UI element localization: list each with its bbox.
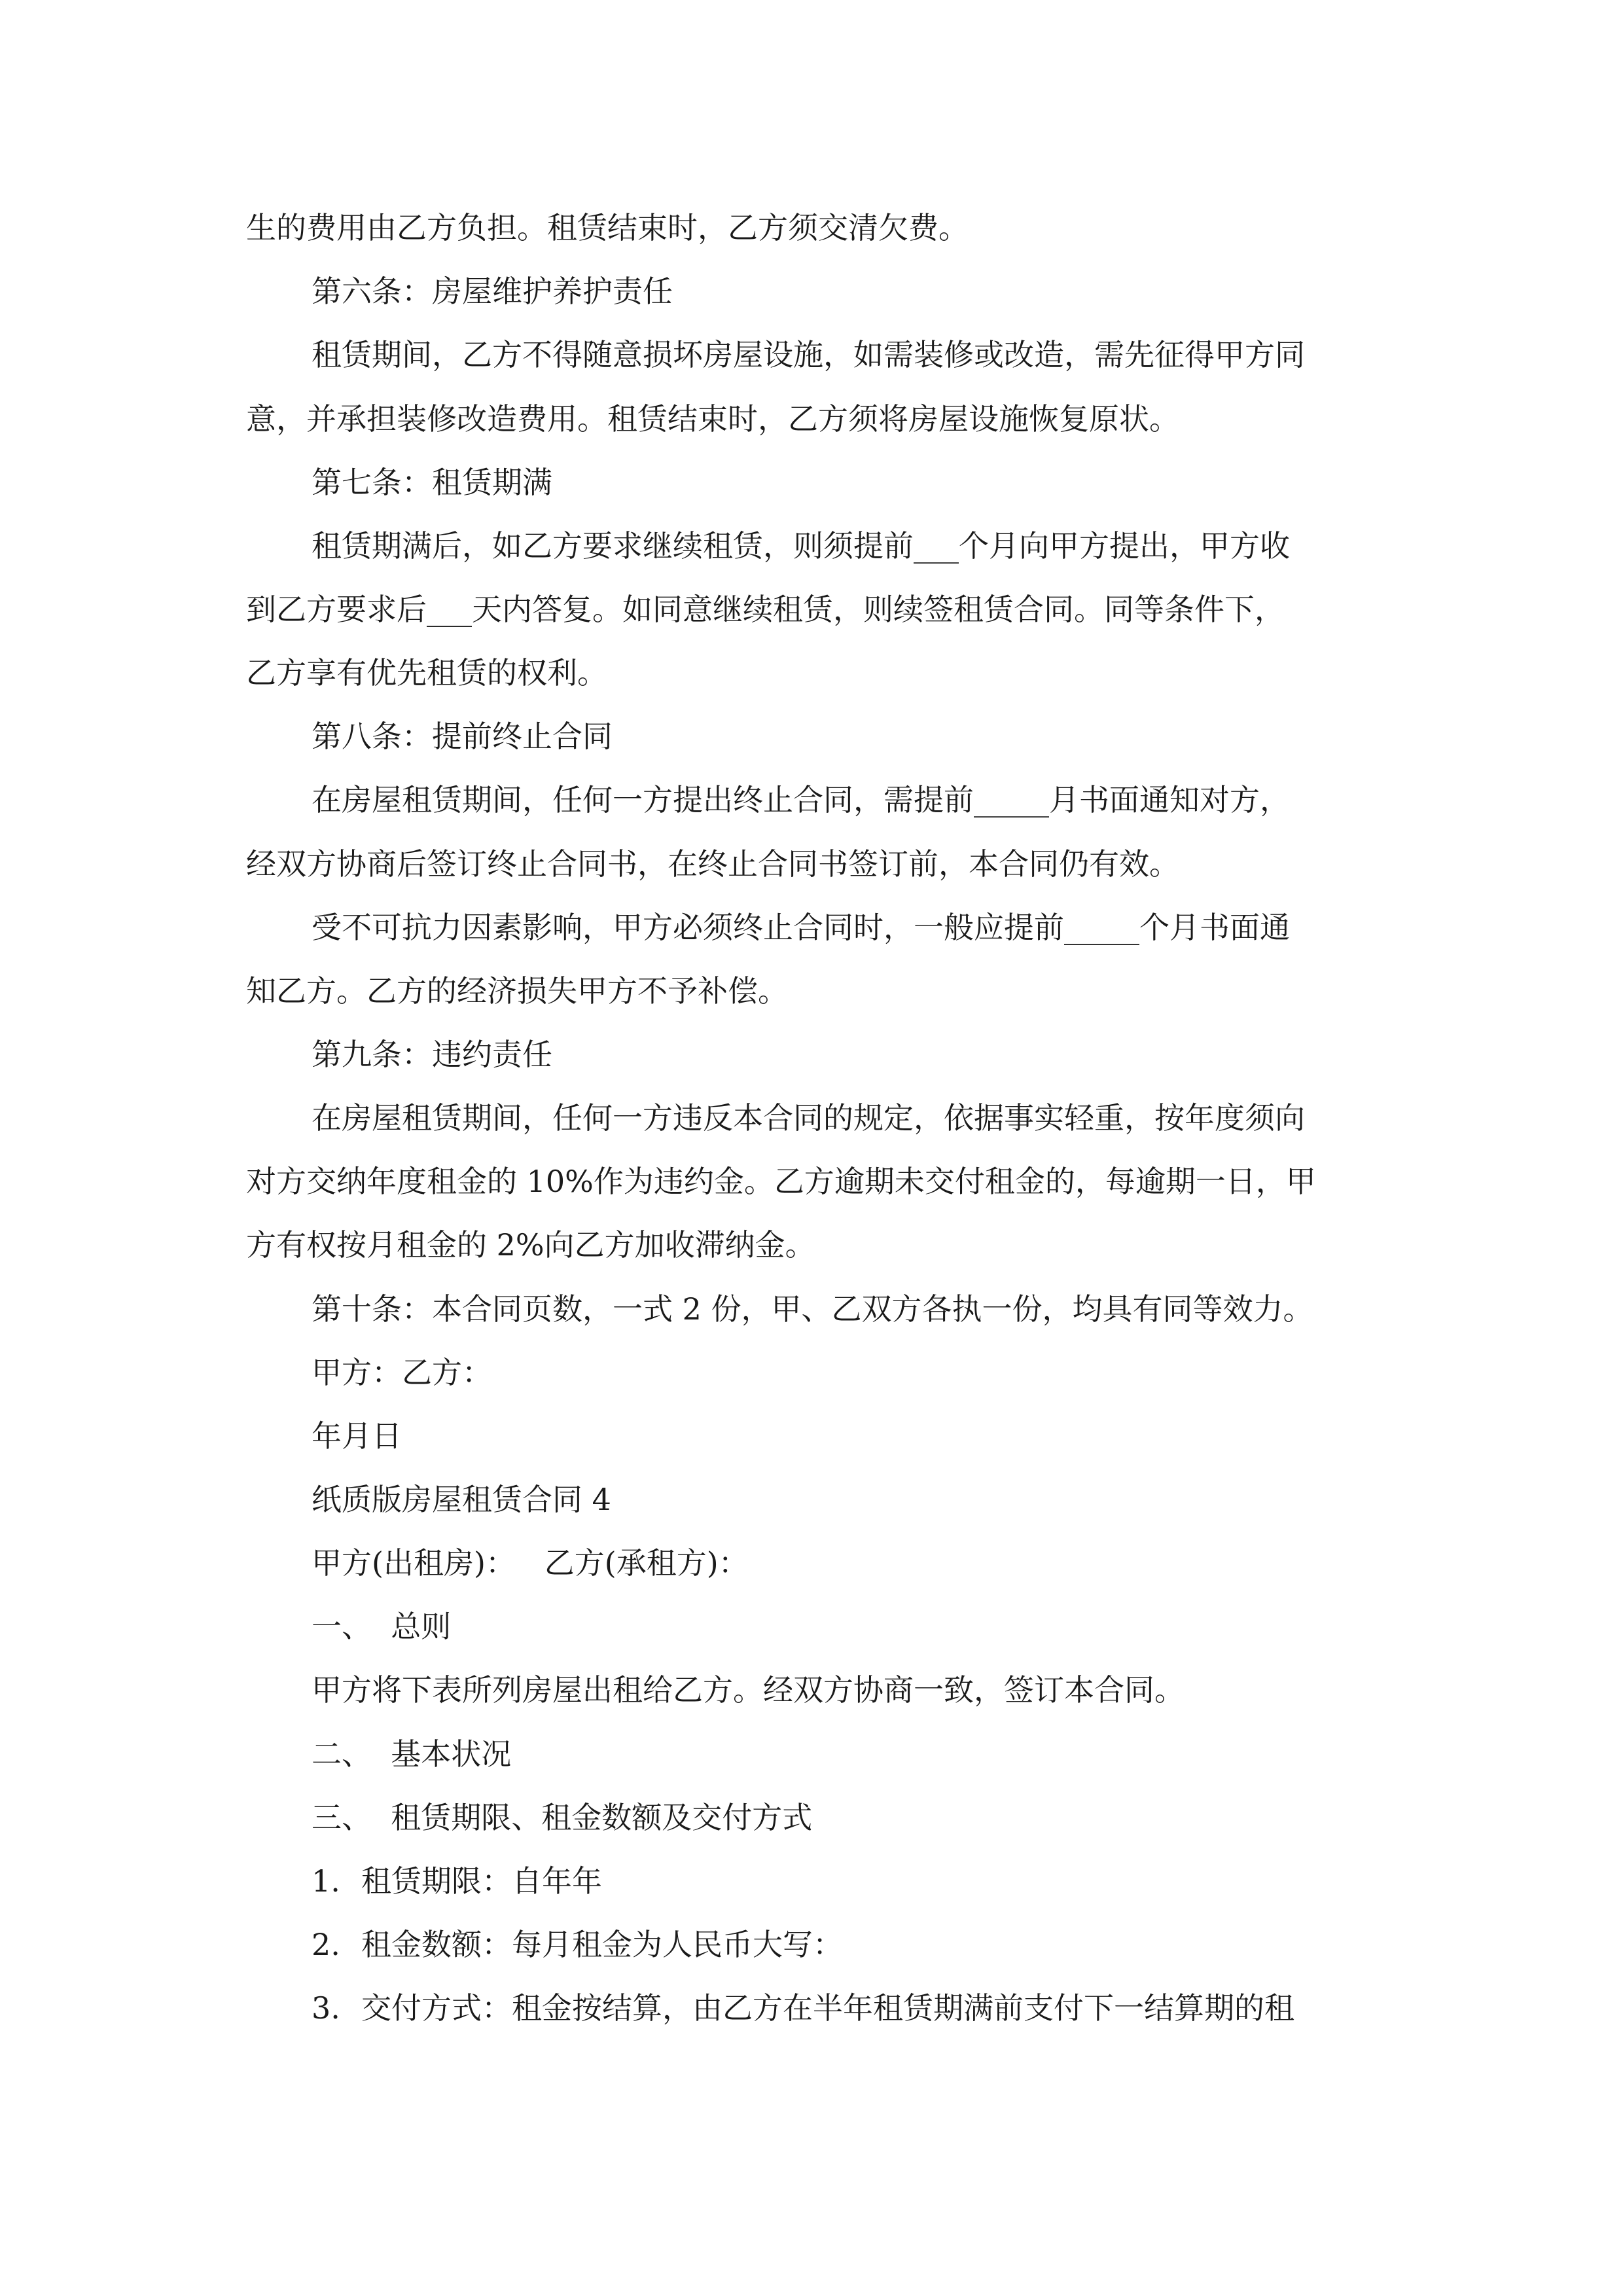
paragraph-line: 意，并承担装修改造费用。租赁结束时，乙方须将房屋设施恢复原状。 bbox=[246, 401, 1179, 437]
list-number: 1. bbox=[312, 1863, 340, 1899]
article-heading-10: 第十条：本合同页数，一式 2 份，甲、乙双方各执一份，均具有同等效力。 bbox=[312, 1291, 1313, 1327]
paragraph-line: 到乙方要求后___天内答复。如同意继续租赁，则续签租赁合同。同等条件下， bbox=[246, 592, 1285, 627]
paragraph-line: 受不可抗力因素影响，甲方必须终止合同时，一般应提前_____个月书面通 bbox=[312, 910, 1290, 945]
paragraph-line: 方有权按月租金的 2%向乙方加收滞纳金。 bbox=[246, 1227, 815, 1263]
paragraph-line: 对方交纳年度租金的 10%作为违约金。乙方逾期未交付租金的，每逾期一日，甲 bbox=[246, 1164, 1316, 1199]
paragraph-line: 租赁期间，乙方不得随意损坏房屋设施，如需装修或改造，需先征得甲方同 bbox=[312, 337, 1305, 372]
paragraph-line: 在房屋租赁期间，任何一方违反本合同的规定，依据事实轻重，按年度须向 bbox=[312, 1100, 1305, 1136]
paragraph-line: 在房屋租赁期间，任何一方提出终止合同，需提前_____月书面通知对方， bbox=[312, 782, 1290, 817]
paragraph-line: 经双方协商后签订终止合同书，在终止合同书签订前，本合同仍有效。 bbox=[246, 846, 1179, 882]
list-number: 3. bbox=[312, 1990, 340, 2026]
paragraph-line: 知乙方。乙方的经济损失甲方不予补偿。 bbox=[246, 973, 788, 1009]
contract-title: 纸质版房屋租赁合同 4 bbox=[312, 1482, 611, 1517]
paragraph-line: 租赁期满后，如乙方要求继续租赁，则须提前___个月向甲方提出，甲方收 bbox=[312, 528, 1290, 564]
list-item-text: 租赁期限：自年年 bbox=[361, 1863, 602, 1899]
article-heading-6: 第六条：房屋维护养护责任 bbox=[312, 274, 673, 309]
article-heading-7: 第七条：租赁期满 bbox=[312, 465, 552, 500]
article-heading-8: 第八条：提前终止合同 bbox=[312, 719, 613, 754]
section-heading-3: 三、 租赁期限、租金数额及交付方式 bbox=[312, 1800, 813, 1835]
list-item-text: 交付方式：租金按结算，由乙方在半年租赁期满前支付下一结算期的租 bbox=[361, 1990, 1294, 2026]
paragraph-line: 甲方将下表所列房屋出租给乙方。经双方协商一致，签订本合同。 bbox=[312, 1672, 1185, 1708]
paragraph-line: 乙方享有优先租赁的权利。 bbox=[246, 655, 607, 691]
list-item-text: 租金数额：每月租金为人民币大写： bbox=[361, 1927, 843, 1962]
section-heading-2: 二、 基本状况 bbox=[312, 1736, 512, 1772]
article-heading-9: 第九条：违约责任 bbox=[312, 1037, 552, 1072]
parties-line: 甲方(出租房)： 乙方(承租方)： bbox=[312, 1545, 749, 1581]
signature-parties: 甲方：乙方： bbox=[312, 1355, 492, 1390]
signature-date: 年月日 bbox=[312, 1418, 402, 1454]
section-heading-1: 一、 总则 bbox=[312, 1609, 452, 1644]
list-number: 2. bbox=[312, 1927, 340, 1962]
paragraph-line: 生的费用由乙方负担。租赁结束时，乙方须交清欠费。 bbox=[246, 210, 969, 245]
